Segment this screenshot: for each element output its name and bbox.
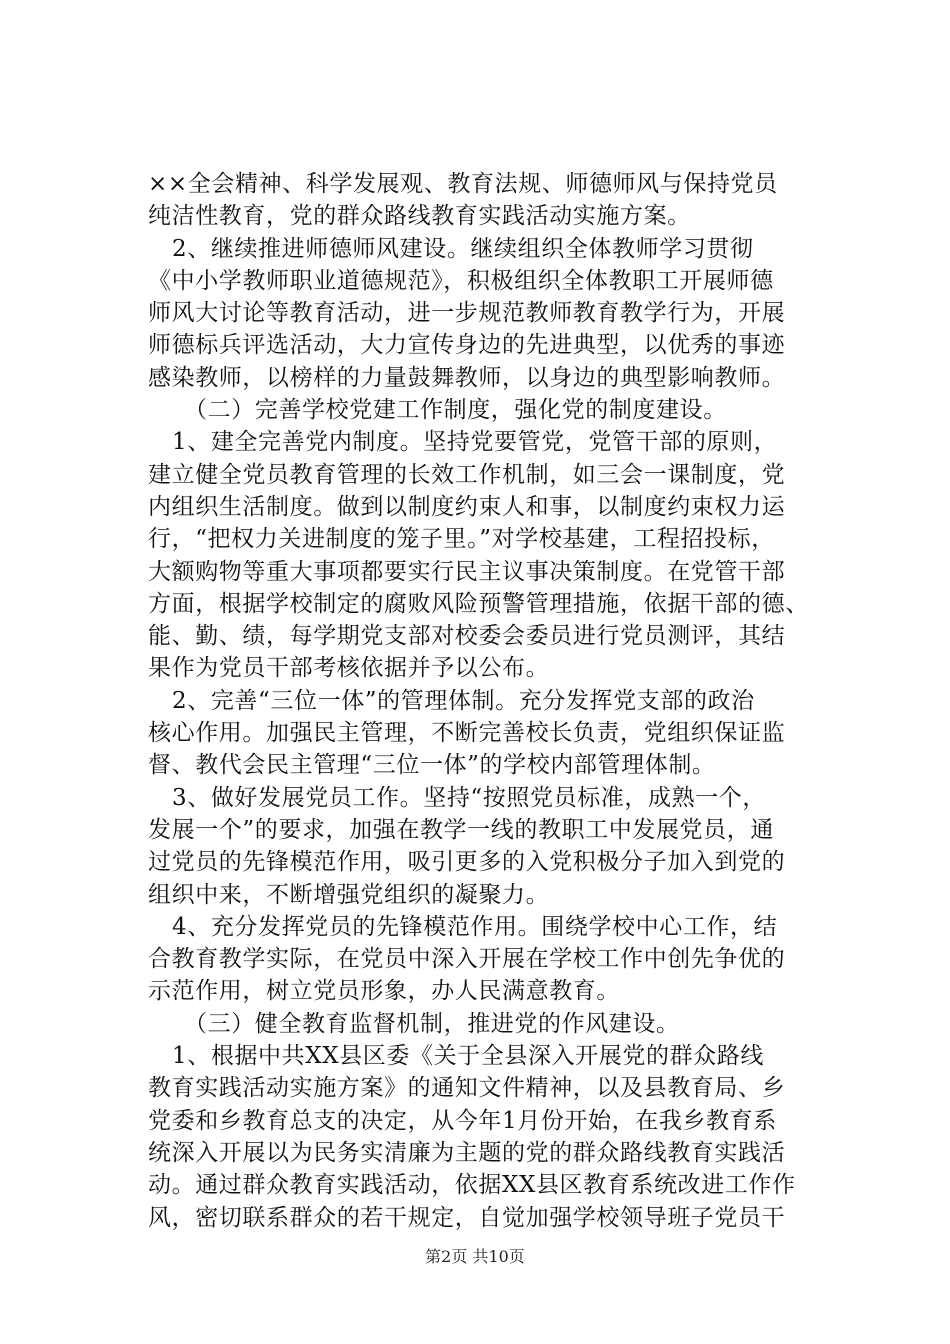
text-line: 内组织生活制度。做到以制度约束人和事，以制度约束权力运	[148, 493, 786, 520]
text-line: 感染教师，以榜样的力量鼓舞教师，以身边的典型影响教师。	[148, 364, 786, 391]
text-line: 动。通过群众教育实践活动，依据XX县区教育系统改进工作作	[148, 1172, 796, 1199]
text-line: 发展一个”的要求，加强在教学一线的教职工中发展党员，通	[148, 816, 774, 843]
text-line: （三）健全教育监督机制，推进党的作风建设。	[184, 1010, 680, 1037]
text-line: ××全会精神、科学发展观、教育法规、师德师风与保持党员	[148, 171, 778, 197]
text-line: 风，密切联系群众的若干规定，自觉加强学校领导班子党员干	[148, 1204, 786, 1231]
text-line: 4、充分发挥党员的先锋模范作用。围绕学校中心工作，结	[172, 913, 778, 940]
text-line: （二）完善学校党建工作制度，强化党的制度建设。	[184, 397, 727, 424]
text-line: 督、教代会民主管理“三位一体”的学校内部管理体制。	[148, 752, 716, 779]
text-line: 教育实践活动实施方案》的通知文件精神，以及县教育局、乡	[148, 1075, 786, 1102]
text-line: 方面，根据学校制定的腐败风险预警管理措施，依据干部的德、	[148, 590, 809, 617]
text-line: 党委和乡教育总支的决定，从今年1月份开始，在我乡教育系	[148, 1107, 777, 1134]
text-line: 组织中来，不断增强党组织的凝聚力。	[148, 881, 550, 908]
text-line: 统深入开展以为民务实清廉为主题的党的群众路线教育实践活	[148, 1139, 786, 1166]
text-line: 纯洁性教育，党的群众路线教育实践活动实施方案。	[148, 203, 691, 230]
text-line: 果作为党员干部考核依据并予以公布。	[148, 655, 550, 682]
text-line: 大额购物等重大事项都要实行民主议事决策制度。在党管干部	[148, 558, 786, 585]
text-line: 《中小学教师职业道德规范》，积极组织全体教职工开展师德	[148, 267, 774, 294]
text-line: 行，“把权力关进制度的笼子里。”对学校基建，工程招投标，	[148, 526, 775, 553]
paragraph	[148, 426, 828, 684]
text-line: 师风大讨论等教育活动，进一步规范教师教育教学行为，开展	[148, 300, 786, 327]
text-line: 能、勤、绩，每学期党支部对校委会委员进行党员测评，其结	[148, 623, 786, 650]
paragraph	[148, 1008, 828, 1040]
text-line: 师德标兵评选活动，大力宣传身边的先进典型，以优秀的事迹	[148, 332, 786, 359]
text-line: 建立健全党员教育管理的长效工作机制，如三会一课制度，党	[148, 461, 786, 488]
text-line: 3、做好发展党员工作。坚持“按照党员标准，成熟一个，	[172, 784, 766, 811]
paragraph	[148, 233, 828, 394]
paragraph	[148, 782, 828, 911]
paragraph	[148, 685, 828, 782]
text-line: 合教育教学实际，在党员中深入开展在学校工作中创先争优的	[148, 946, 786, 973]
paragraph	[148, 168, 828, 233]
text-line: 1、根据中共XX县区委《关于全县深入开展党的群众路线	[172, 1043, 764, 1070]
text-line: 核心作用。加强民主管理，不断完善校长负责，党组织保证监	[148, 720, 786, 747]
paragraph	[148, 394, 828, 426]
text-line: 2、继续推进师德师风建设。继续组织全体教师学习贯彻	[172, 235, 754, 262]
text-line: 过党员的先锋模范作用，吸引更多的入党积极分子加入到党的	[148, 849, 786, 876]
text-line: 示范作用，树立党员形象，办人民满意教育。	[148, 978, 620, 1005]
text-line: 1、建全完善党内制度。坚持党要管党，党管干部的原则，	[172, 429, 778, 456]
text-line: 2、完善“三位一体”的管理体制。充分发挥党支部的政治	[172, 687, 755, 714]
document-body	[148, 168, 828, 1234]
page-footer: 第2页 共10页	[425, 1247, 525, 1266]
paragraph	[148, 1040, 828, 1234]
paragraph	[148, 911, 828, 1008]
